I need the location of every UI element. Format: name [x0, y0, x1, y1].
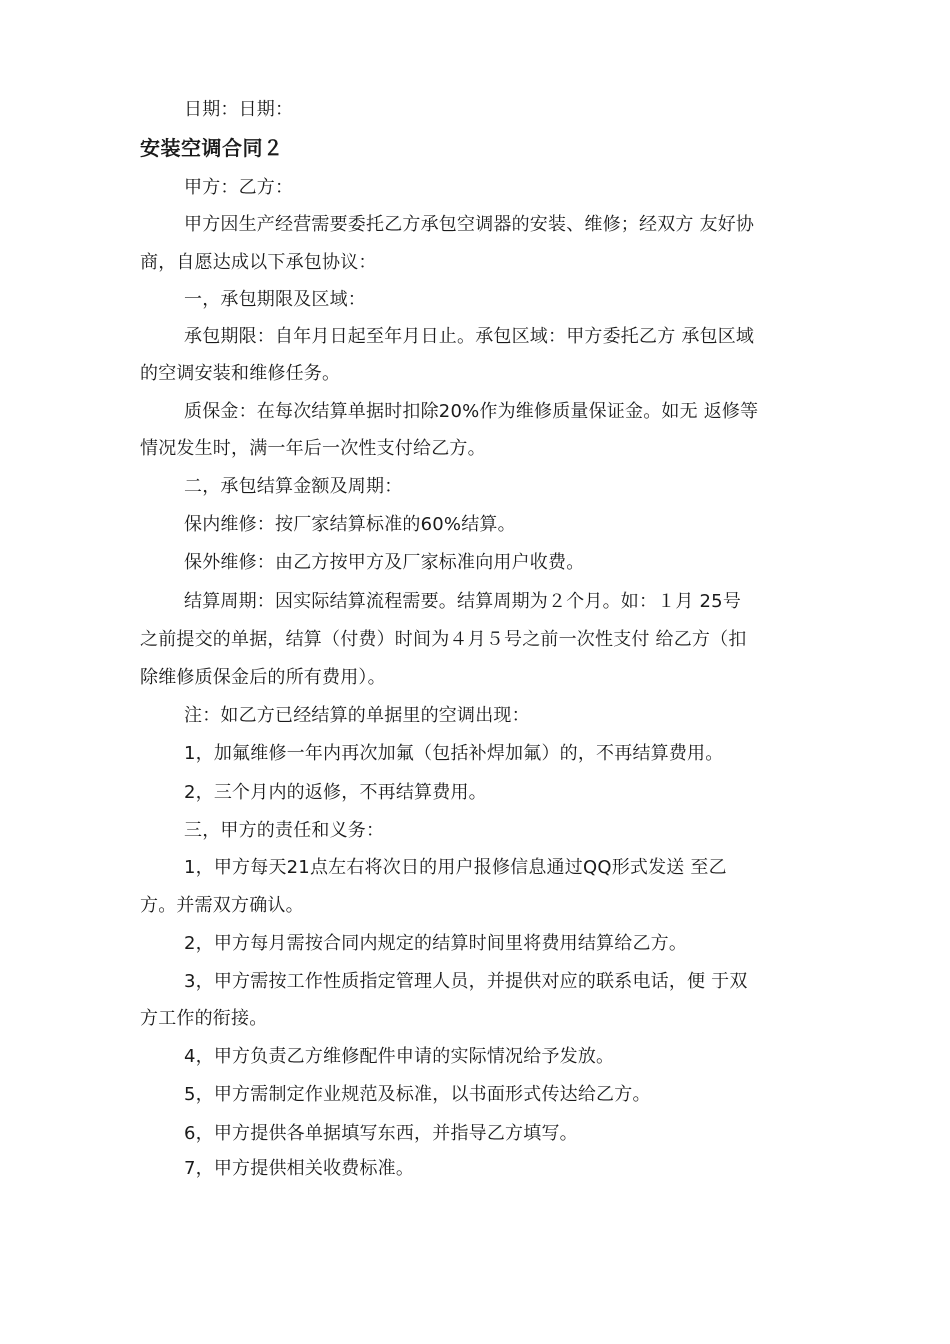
deposit-line-2: 情况发生时，满一年后一次性支付给乙方。 [140, 438, 486, 459]
duty-3-line-1: 3，甲方需按工作性质指定管理人员，并提供对应的联系电话，便 于双 [184, 971, 748, 992]
deposit-line-1: 质保金：在每次结算单据时扣除20%作为维修质量保证金。如无 返修等 [184, 401, 759, 422]
intro-line-1: 甲方因生产经营需要委托乙方承包空调器的安装、维修；经双方 友好协 [184, 214, 755, 235]
duty-6-line: 6，甲方提供各单据填写东西，并指导乙方填写。 [184, 1123, 578, 1144]
note-item-1: 1，加氟维修一年内再次加氟（包括补焊加氟）的，不再结算费用。 [184, 743, 724, 764]
term-line-1: 承包期限：自年月日起至年月日止。承包区域：甲方委托乙方 承包区域 [184, 326, 755, 347]
out-warranty-line: 保外维修：由乙方按甲方及厂家标准向用户收费。 [184, 552, 585, 573]
section-2-heading: 二，承包结算金额及周期： [184, 476, 403, 497]
cycle-line-3: 除维修质保金后的所有费用）。 [140, 667, 386, 688]
document-title: 安装空调合同２ [140, 136, 284, 160]
duty-3-line-2: 方工作的衔接。 [140, 1008, 268, 1029]
note-line: 注：如乙方已经结算的单据里的空调出现： [184, 705, 530, 726]
duty-4-line: 4，甲方负责乙方维修配件申请的实际情况给予发放。 [184, 1046, 615, 1067]
note-item-2: 2，三个月内的返修，不再结算费用。 [184, 782, 487, 803]
in-warranty-line: 保内维修：按厂家结算标准的60%结算。 [184, 514, 516, 535]
duty-1-line-2: 方。并需双方确认。 [140, 895, 304, 916]
duty-1-line-1: 1，甲方每天21点左右将次日的用户报修信息通过QQ形式发送 至乙 [184, 857, 727, 878]
cycle-line-1: 结算周期：因实际结算流程需要。结算周期为２个月。如：１月 25号 [184, 591, 742, 612]
cycle-line-2: 之前提交的单据，结算（付费）时间为４月５号之前一次性支付 给乙方（扣 [140, 629, 747, 650]
date-line: 日期：日期： [184, 99, 294, 120]
intro-line-2: 商，自愿达成以下承包协议： [140, 252, 377, 273]
section-3-heading: 三，甲方的责任和义务： [184, 820, 385, 841]
duty-2-line: 2，甲方每月需按合同内规定的结算时间里将费用结算给乙方。 [184, 933, 688, 954]
duty-7-line: 7，甲方提供相关收费标准。 [184, 1158, 415, 1179]
duty-5-line: 5，甲方需制定作业规范及标准，以书面形式传达给乙方。 [184, 1084, 651, 1105]
term-line-2: 的空调安装和维修任务。 [140, 363, 341, 384]
parties-line: 甲方：乙方： [184, 177, 294, 198]
section-1-heading: 一，承包期限及区域： [184, 289, 366, 310]
